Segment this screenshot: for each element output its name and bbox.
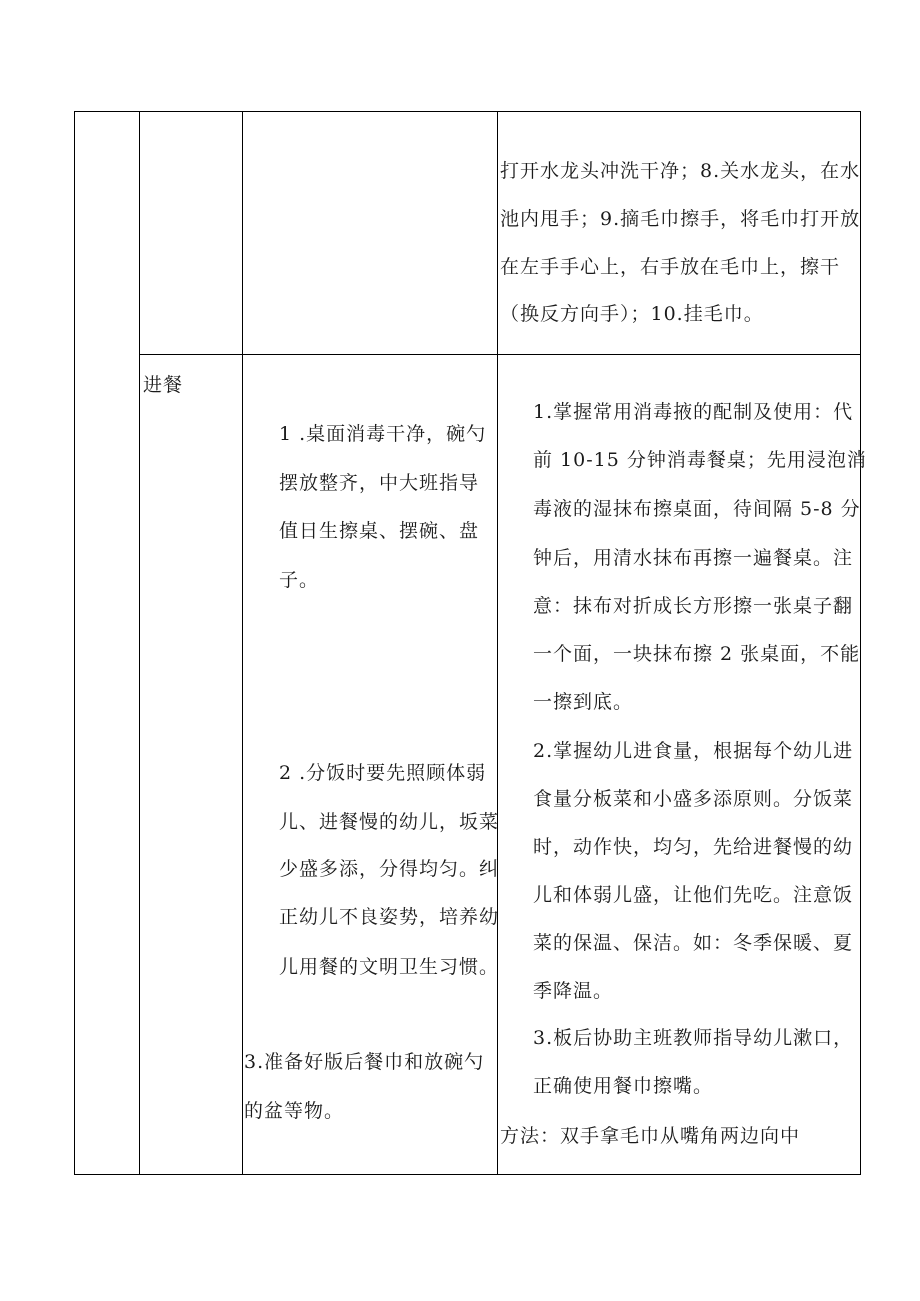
text-line: 毒液的湿抹布擦桌面，待间隔 5-8 分 — [533, 498, 861, 520]
text-line: 钟后，用清水抹布再擦一遍餐桌。注 — [533, 547, 854, 569]
text-line: 2.掌握幼儿进食量，根据每个幼儿进 — [533, 740, 854, 762]
table-left-border — [74, 111, 75, 1175]
text-line: 意：抹布对折成长方形擦一张桌子翻 — [533, 595, 854, 617]
text-line: 3.板后协助主班教师指导幼儿漱口， — [533, 1027, 854, 1049]
text-line: 季降温。 — [533, 980, 614, 1002]
text-line: （换反方向手）；10.挂毛巾。 — [500, 303, 764, 325]
text-line: 食量分板菜和小盛多添原则。分饭菜 — [533, 788, 854, 810]
column-divider-1 — [139, 111, 140, 1175]
row-divider — [139, 354, 861, 355]
section-label-jincan: 进餐 — [143, 374, 184, 396]
text-line: 正确使用餐巾擦嘴。 — [533, 1075, 714, 1097]
text-line: 正幼儿不良姿势，培养幼 — [279, 906, 500, 928]
text-line: 方法：双手拿毛巾从嘴角两边向中 — [500, 1125, 801, 1147]
column-divider-2 — [242, 111, 243, 1175]
text-line: 儿用餐的文明卫生习惯。 — [279, 956, 500, 978]
text-line: 1 .桌面消毒干净，碗勺 — [279, 423, 487, 445]
text-line: 儿和体弱儿盛，让他们先吃。注意饭 — [533, 884, 854, 906]
text-line: 在左手手心上，右手放在毛巾上，擦干 — [500, 256, 841, 278]
text-line: 1.掌握常用消毒掖的配制及使用：代 — [533, 401, 854, 423]
text-line: 一擦到底。 — [533, 691, 634, 713]
table-top-border — [74, 111, 861, 112]
text-line: 的盆等物。 — [244, 1100, 345, 1122]
text-line: 少盛多添，分得均匀。纠 — [279, 858, 500, 880]
text-line: 前 10-15 分钟消毒餐桌；先用浸泡消 — [533, 449, 867, 471]
text-line: 子。 — [279, 569, 320, 591]
text-line: 摆放整齐，中大班指导 — [279, 472, 480, 494]
text-line: 菜的保温、保洁。如：冬季保暖、夏 — [533, 932, 854, 954]
text-line: 儿、进餐慢的幼儿，坂菜 — [279, 811, 500, 833]
text-line: 时，动作快，均匀，先给进餐慢的幼 — [533, 836, 854, 858]
text-line: 值日生擦桌、摆碗、盘 — [279, 520, 480, 542]
text-line: 一个面，一块抹布擦 2 张桌面，不能 — [533, 643, 861, 665]
column-divider-3 — [497, 111, 498, 1175]
text-line: 打开水龙头冲洗干净；8.关水龙头，在水 — [500, 160, 861, 182]
text-line: 3.准备好版后餐巾和放碗勺 — [244, 1051, 485, 1073]
text-line: 2 .分饭时要先照顾体弱 — [279, 762, 487, 784]
text-line: 池内甩手；9.摘毛巾擦手，将毛巾打开放 — [500, 208, 861, 230]
table-bottom-border — [74, 1174, 861, 1175]
